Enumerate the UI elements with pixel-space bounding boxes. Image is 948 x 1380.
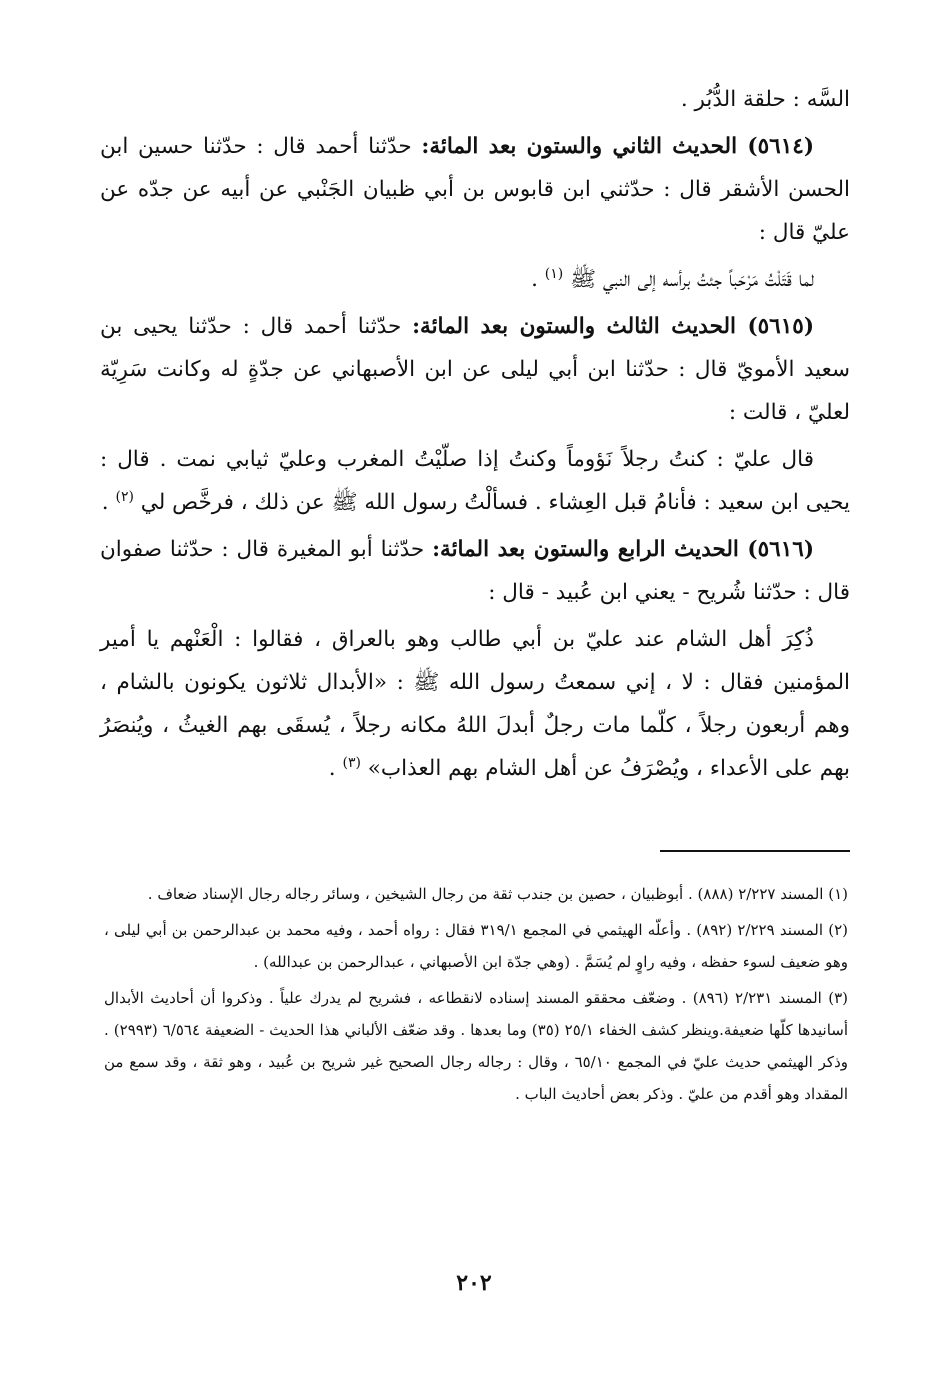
footnote-2-text: المسند ٢/٢٢٩ (٨٩٢) . وأعلّه الهيثمي في المجمع ٣١٩/١ فقال : رواه أحمد ، وفيه محمد بن عبدالرحمن بن أبي ليلى ، وهو ضعيف لسوء حفظه ، وفيه راوٍ لم يُسَمَّ . (وهي جدّة ابن الأصبهاني ، عبدالرحمن بن عبدالله) .	[104, 921, 848, 971]
footnote-3-number: (٣)	[828, 989, 848, 1007]
footnote-1	[104, 878, 848, 910]
footnote-1-number: (١)	[828, 885, 848, 903]
hadith-5615-chain	[100, 305, 850, 434]
hadith-5614-end: .	[531, 267, 538, 292]
page-number: ٢٠٢	[456, 1270, 492, 1296]
hadith-5614-heading: (٥٦١٤) الحديث الثاني والستون بعد المائة:	[421, 134, 814, 159]
hadith-5616-chain	[100, 528, 850, 614]
hadith-5615-heading: (٥٦١٥) الحديث الثالث والستون بعد المائة:	[412, 314, 815, 339]
footnote-1-text: المسند ٢/٢٢٧ (٨٨٨) . أبوظبيان ، حصين بن جندب ثقة من رجال الشيخين ، وسائر رجاله رجال الإسناد ضعاف .	[147, 885, 824, 903]
hadith-5616-chain-text: حدّثنا أبو المغيرة قال : حدّثنا صفوان قال : حدّثنا شُريح - يعني ابن عُبيد - قال :	[100, 537, 850, 605]
hadith-5615-end: .	[101, 490, 109, 515]
hadith-5614-text	[100, 258, 850, 301]
hadith-5614-chain	[100, 125, 850, 254]
main-text	[100, 78, 850, 794]
footnote-ref-1: (١)	[544, 266, 564, 282]
footnote-ref-2: (٢)	[115, 489, 134, 505]
hadith-5614-chain-text: حدّثنا أحمد قال : حدّثنا حسين ابن الحسن الأشقر قال : حدّثني ابن قابوس بن أبي ظبيان الجَنْبي عن أبيه عن جدّه عن عليّ قال :	[100, 134, 850, 245]
footnotes	[104, 878, 848, 1114]
hadith-5616-heading: (٥٦١٦) الحديث الرابع والستون بعد المائة:	[432, 537, 814, 562]
footnote-2	[104, 914, 848, 978]
hadith-5615-body: قال عليّ : كنتُ رجلاً نَؤوماً وكنتُ إذا صلّيْتُ المغرب وعليّ ثيابي نمت . قال : يحيى ابن سعيد : فأنامُ قبل العِشاء . فسألْتُ رسول الله ﷺ عن ذلك ، فرخَّص لي	[100, 447, 850, 515]
hadith-5615-chain-text: حدّثنا أحمد قال : حدّثنا يحيى بن سعيد الأمويّ قال : حدّثنا ابن أبي ليلى عن ابن الأصبهاني عن جدّةٍ له وكانت سَرِيّة لعليّ ، قالت :	[100, 314, 850, 425]
footnote-3-text: المسند ٢/٢٣١ (٨٩٦) . وضعّف محققو المسند إسناده لانقطاعه ، فشريح لم يدرك علياً . وذكروا أن أحاديث الأبدال أسانيدها كلّها ضعيفة.وينظر كشف الخفاء ٢٥/١ (٣٥) وما بعدها . وقد ضعّف الألباني هذا الحديث - الضعيفة ٦/٥٦٤ (٢٩٩٣) . وذكر الهيثمي حديث عليّ في المجمع ٦٥/١٠ ، وقال : رجاله رجال الصحيح غير شريح بن عُبيد ، وهو ثقة ، وقد سمع من المقداد وهو أقدم من عليّ . وذكر بعض أحاديث الباب .	[104, 989, 849, 1103]
hadith-5616-text	[100, 618, 850, 790]
intro-line-text: السَّه : حلقة الدُّبُر .	[680, 87, 850, 112]
footnote-2-number: (٢)	[828, 921, 848, 939]
hadith-5615-text	[100, 438, 850, 524]
footnote-3	[104, 982, 848, 1110]
hadith-5616-body: ذُكِرَ أهل الشام عند عليّ بن أبي طالب وهو بالعراق ، فقالوا : الْعَنْهم يا أمير المؤمنين فقال : لا ، إني سمعتُ رسول الله ﷺ : «الأبدال ثلاثون يكونون بالشام ، وهم أربعون رجلاً ، كلّما مات رجلٌ أبدلَ اللهُ مكانه رجلاً ، يُسقَى بهم الغيثُ ، ويُنصَرُ بهم على الأعداء ، ويُصْرَفُ عن أهل الشام بهم العذاب»	[100, 627, 850, 781]
footnote-ref-3: (٣)	[342, 755, 361, 771]
footnote-divider	[660, 850, 850, 852]
hadith-5616-end: .	[328, 756, 336, 781]
intro-line	[100, 78, 850, 121]
hadith-5614-body: لما قَتَلْتُ مَرْحَباً جئتُ برأسه إلى النبي ﷺ	[570, 267, 814, 292]
